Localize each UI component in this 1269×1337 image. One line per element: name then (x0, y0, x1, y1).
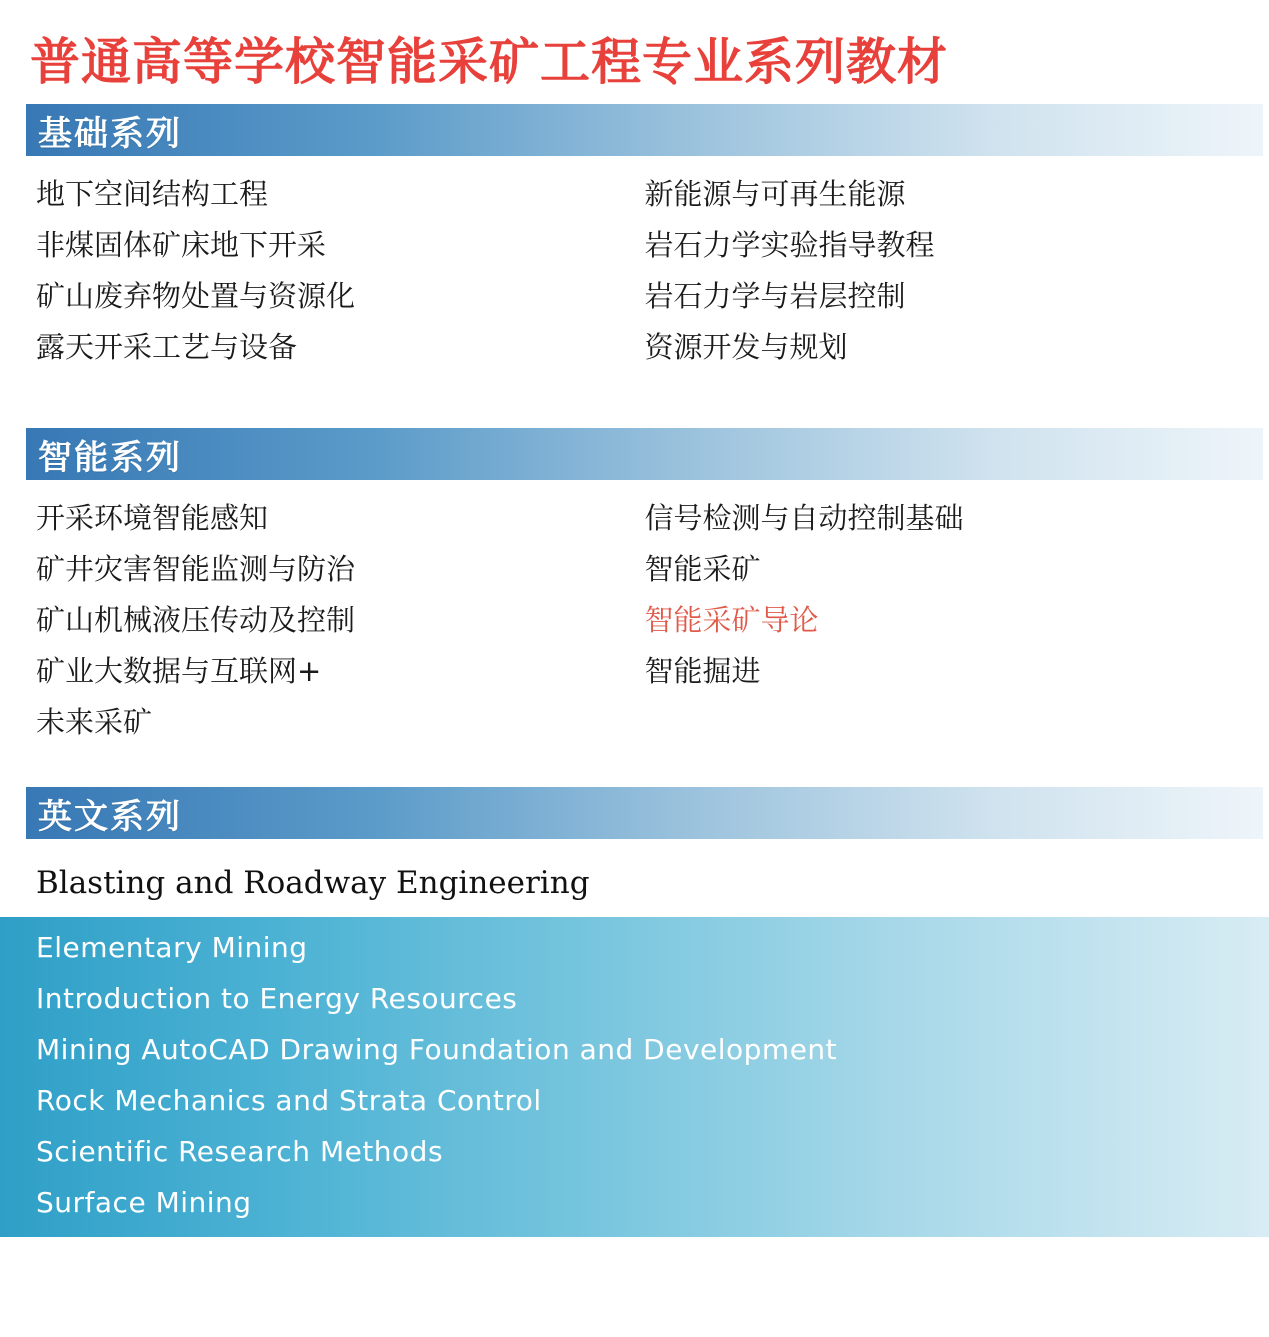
list-item: 开采环境智能感知 (36, 501, 269, 535)
section-banner-intelligent (26, 428, 1263, 480)
list-item: 岩石力学与岩层控制 (644, 279, 906, 313)
list-item: 岩石力学实验指导教程 (644, 228, 935, 262)
list-item: 智能采矿 (644, 552, 761, 586)
page-title: 普通高等学校智能采矿工程专业系列教材 (30, 33, 948, 91)
list-item: 矿山机械液压传动及控制 (36, 603, 356, 637)
spacer (0, 765, 1269, 787)
section-intelligent-left-column (0, 501, 635, 759)
list-item: 露天开采工艺与设备 (36, 330, 298, 364)
list-item: 矿业大数据与互联网+ (36, 654, 322, 688)
section-basic-left-column (0, 177, 635, 384)
spacer (0, 394, 1269, 428)
list-item: Mining AutoCAD Drawing Foundation and Development (36, 1033, 838, 1066)
section-banner-intelligent-label: 智能系列 (38, 437, 182, 478)
section-banner-basic-label: 基础系列 (38, 113, 182, 154)
list-item: 信号检测与自动控制基础 (644, 501, 964, 535)
list-item: 非煤固体矿床地下开采 (36, 228, 327, 262)
list-item: 智能掘进 (644, 654, 761, 688)
english-items-block (0, 917, 1269, 1237)
list-item: Rock Mechanics and Strata Control (36, 1084, 542, 1117)
list-item: Introduction to Energy Resources (36, 982, 518, 1015)
section-basic-right-column (635, 177, 1269, 384)
section-banner-english-label: 英文系列 (38, 796, 182, 837)
list-item-highlighted: 智能采矿导论 (644, 603, 819, 637)
list-item: 新能源与可再生能源 (644, 177, 906, 211)
list-item: 未来采矿 (36, 705, 153, 739)
list-item: 地下空间结构工程 (36, 177, 269, 211)
list-item: 矿井灾害智能监测与防治 (36, 552, 356, 586)
section-intelligent-list (0, 480, 1269, 759)
section-basic-list (0, 156, 1269, 384)
section-banner-english (26, 787, 1263, 839)
list-item: 矿山废弃物处置与资源化 (36, 279, 356, 313)
list-item: Elementary Mining (36, 931, 308, 964)
english-first-item: Blasting and Roadway Engineering (36, 865, 590, 901)
list-item: Scientific Research Methods (36, 1135, 444, 1168)
section-banner-basic (26, 104, 1263, 156)
list-item: 资源开发与规划 (644, 330, 848, 364)
list-item: Surface Mining (36, 1186, 252, 1219)
section-intelligent-right-column (635, 501, 1269, 759)
